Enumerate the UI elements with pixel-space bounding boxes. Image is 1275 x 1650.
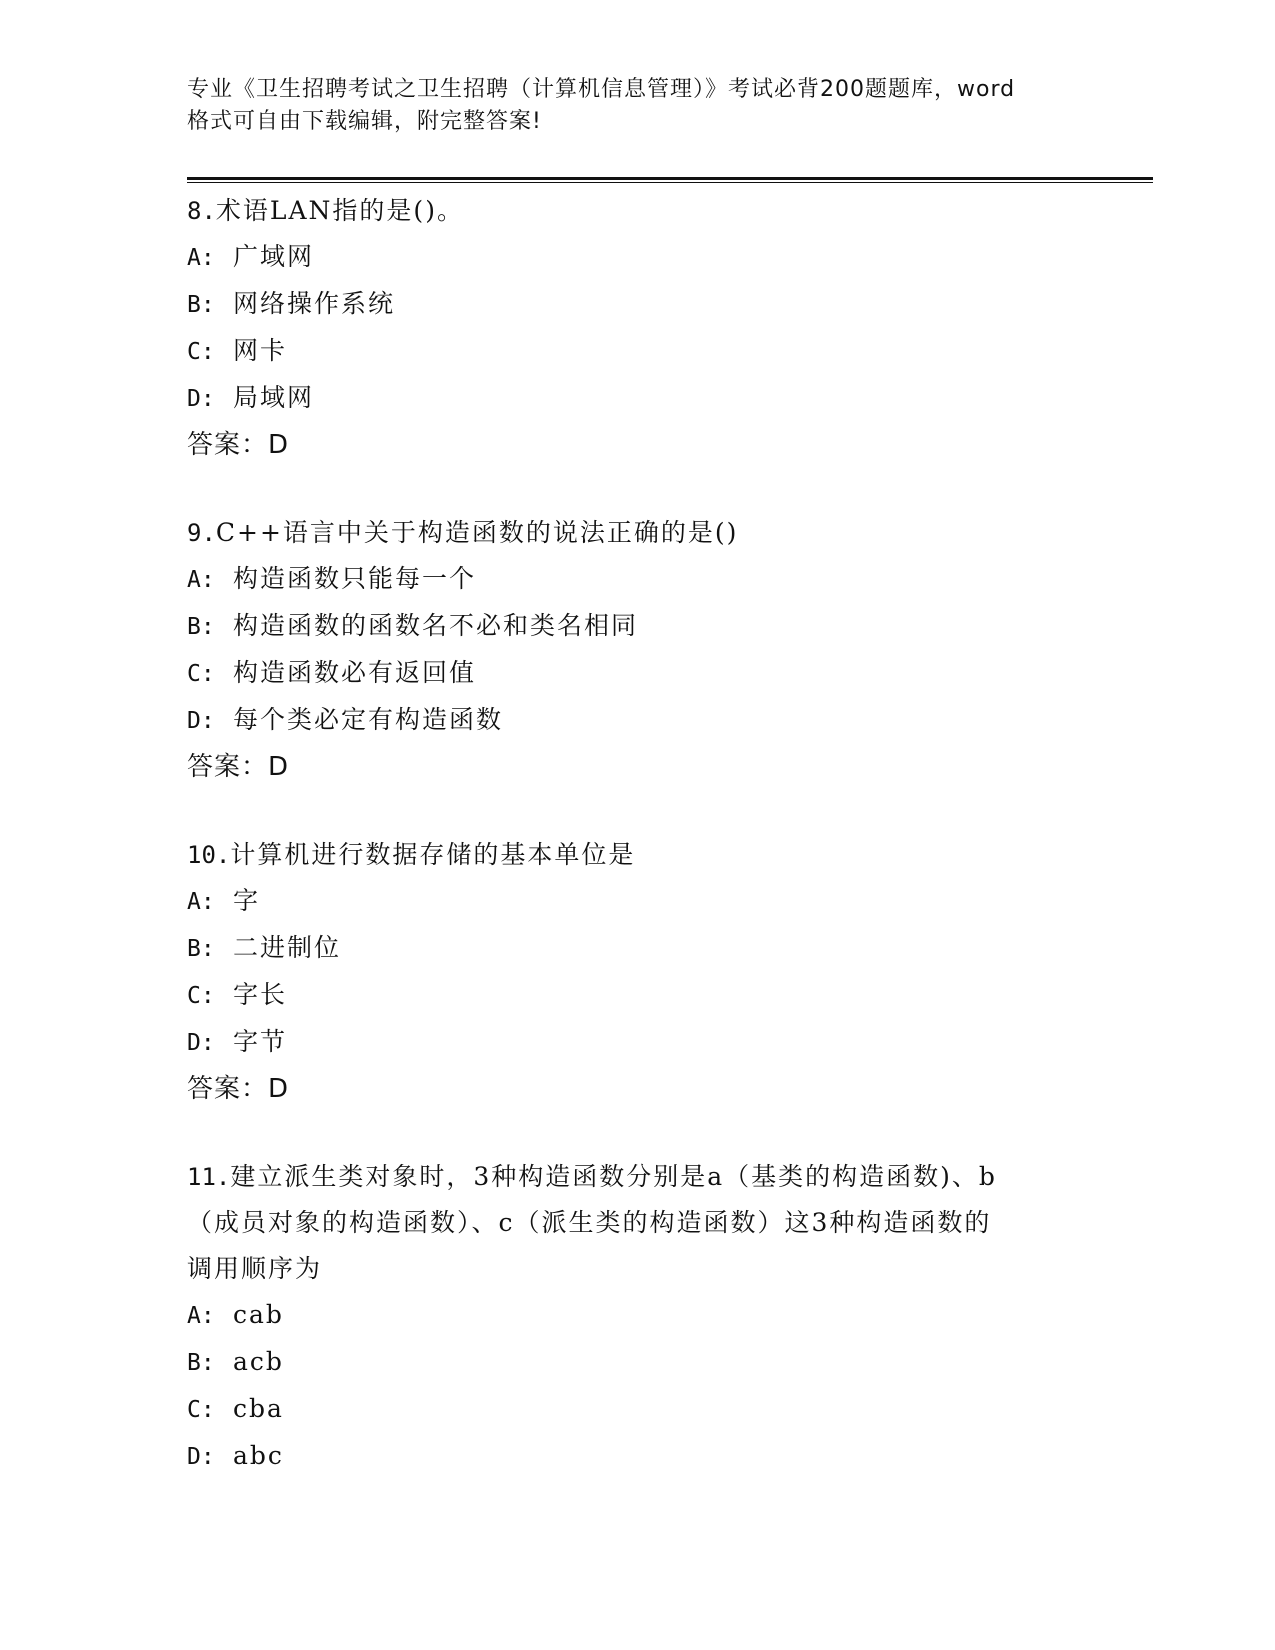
option-letter: D: (187, 708, 215, 734)
option-letter: B: (187, 614, 215, 640)
question-9 (187, 510, 1087, 790)
header-divider-thick (187, 177, 1153, 180)
option-letter: C: (187, 983, 215, 1009)
question-number: 8. (187, 197, 216, 225)
question-stem-line (187, 510, 1087, 556)
question-number: 10. (187, 841, 231, 869)
option-letter: B: (187, 936, 215, 962)
option-letter: B: (187, 292, 215, 318)
option-d (187, 375, 1087, 422)
option-text: 广域网 (233, 242, 315, 271)
option-text: 局域网 (233, 383, 315, 412)
option-letter: A: (187, 245, 215, 271)
question-text: C++语言中关于构造函数的说法正确的是() (215, 518, 739, 547)
document-header (187, 74, 1087, 138)
option-text: acb (233, 1347, 284, 1376)
answer-line: 答案：D (187, 1074, 290, 1104)
question-stem (187, 188, 1087, 234)
question-8 (187, 188, 1087, 468)
header-title-line-1: 专业《卫生招聘考试之卫生招聘（计算机信息管理）》考试必背200题题库，word (187, 77, 1016, 102)
option-b (187, 281, 1087, 328)
option-d (187, 1433, 1087, 1480)
option-letter: D: (187, 1030, 215, 1056)
option-letter: C: (187, 339, 215, 365)
option-text: cab (233, 1300, 284, 1329)
option-letter: D: (187, 386, 215, 412)
option-letter: A: (187, 1303, 215, 1329)
option-text: 字长 (233, 980, 288, 1009)
question-list (187, 188, 1087, 1522)
question-stem-line: 调用顺序为 (187, 1254, 323, 1283)
option-text: abc (233, 1441, 284, 1470)
option-text: 字 (233, 886, 261, 915)
question-number: 11. (187, 1163, 231, 1191)
question-10 (187, 832, 1087, 1112)
question-stem-line (187, 832, 1087, 878)
option-text: 二进制位 (233, 933, 342, 962)
option-b (187, 1339, 1087, 1386)
option-text: 网卡 (233, 336, 288, 365)
header-title-line-2: 格式可自由下载编辑，附完整答案! (187, 109, 542, 134)
header-divider-thin (187, 182, 1153, 183)
option-text: 构造函数的函数名不必和类名相同 (233, 611, 639, 640)
question-text: 计算机进行数据存储的基本单位是 (230, 840, 636, 869)
option-text: 构造函数必有返回值 (233, 658, 477, 687)
question-11 (187, 1154, 1087, 1480)
option-text: cba (233, 1394, 284, 1423)
option-letter: C: (187, 661, 215, 687)
option-text: 构造函数只能每一个 (233, 564, 477, 593)
option-letter: B: (187, 1350, 215, 1376)
question-stem-line (187, 1154, 1087, 1200)
question-stem (187, 1154, 1087, 1292)
option-c (187, 650, 1087, 697)
option-d (187, 1019, 1087, 1066)
question-text: 建立派生类对象时，3种构造函数分别是a（基类的构造函数)、b (230, 1162, 997, 1191)
option-b (187, 603, 1087, 650)
question-stem (187, 832, 1087, 878)
question-stem-line: （成员对象的构造函数）、c（派生类的构造函数）这3种构造函数的 (187, 1208, 992, 1237)
option-text: 字节 (233, 1027, 288, 1056)
option-text: 每个类必定有构造函数 (233, 705, 504, 734)
option-a (187, 878, 1087, 925)
option-a (187, 234, 1087, 281)
option-c (187, 1386, 1087, 1433)
option-a (187, 556, 1087, 603)
option-letter: C: (187, 1397, 215, 1423)
option-a (187, 1292, 1087, 1339)
answer-line: 答案：D (187, 752, 290, 782)
question-text: 术语LAN指的是()。 (215, 196, 464, 225)
question-number: 9. (187, 519, 216, 547)
question-stem (187, 510, 1087, 556)
option-d (187, 697, 1087, 744)
option-letter: A: (187, 889, 215, 915)
option-letter: A: (187, 567, 215, 593)
option-text: 网络操作系统 (233, 289, 396, 318)
option-c (187, 328, 1087, 375)
answer-line: 答案：D (187, 430, 290, 460)
option-letter: D: (187, 1444, 215, 1470)
question-stem-line (187, 188, 1087, 234)
option-b (187, 925, 1087, 972)
option-c (187, 972, 1087, 1019)
